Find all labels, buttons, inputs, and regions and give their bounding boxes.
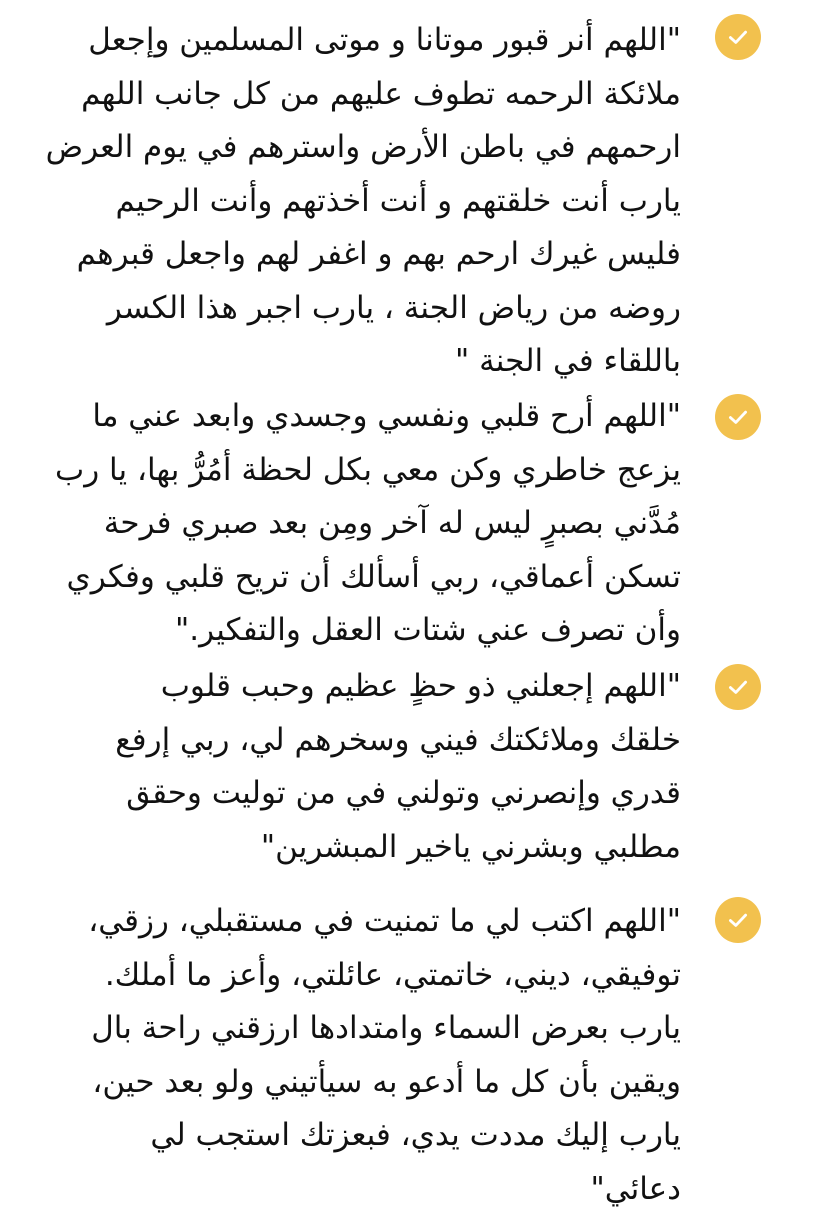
check-circle-icon bbox=[715, 897, 761, 943]
check-circle-icon bbox=[715, 394, 761, 440]
prayer-text: "اللهم أرح قلبي ونفسي وجسدي وابعد عني ما يزعج خاطري وكن معي بكل لحظة أمُرُّ بها، يا رب مُدَّني بصبرٍ ليس له آخر ومِن بعد صبري فرحة تسكن أعماقي، ربي أسألك أن تريح قلبي وفكري وأن تصرف عني شتات العقل والتفكير." bbox=[55, 398, 681, 648]
prayer-text: "اللهم أنر قبور موتانا و موتى المسلمين وإجعل ملائكة الرحمه تطوف عليهم من كل جانب اللهم ارحمهم في باطن الأرض واسترهم في يوم العرض يارب أنت خلقتهم و أنت أخذتهم وأنت الرحيم فليس غيرك ارحم بهم و اغفر لهم واجعل قبرهم روضه من رياض الجنة ، يارب اجبر هذا الكسر باللقاء في الجنة " bbox=[45, 22, 681, 379]
check-circle-icon bbox=[715, 14, 761, 60]
prayer-text: "اللهم إجعلني ذو حظٍ عظيم وحبب قلوب خلقك وملائكتك فيني وسخرهم لي، ربي إرفع قدري وإنصرني وتولني في من توليت وحقق مطلبي وبشرني ياخير المبشرين" bbox=[115, 668, 681, 865]
check-circle-icon bbox=[715, 664, 761, 710]
prayer-text: "اللهم اكتب لي ما تمنيت في مستقبلي، رزقي، توفيقي، ديني، خاتمتي، عائلتي، وأعز ما أملك. يارب بعرض السماء وامتدادها ارزقني راحة بال ويقين بأن كل ما أدعو به سيأتيني ولو بعد حين، يارب إليك مددت يدي، فبعزتك استجب لي دعائي" bbox=[88, 903, 681, 1207]
